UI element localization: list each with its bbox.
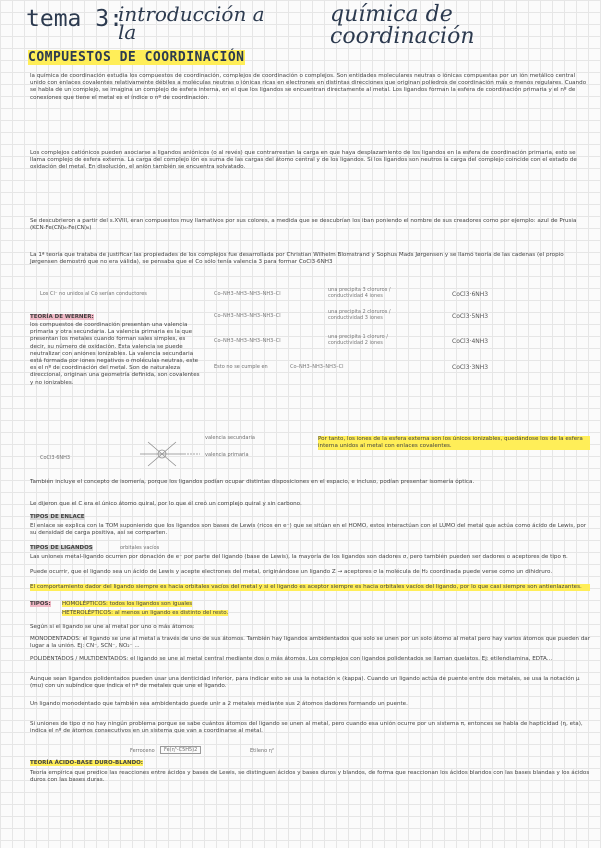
ligands-homo: HOMOLÉPTICOS: todos los ligandos son iguales bbox=[62, 601, 193, 607]
header-title-1: introducción a la bbox=[118, 2, 265, 44]
chain-row-1-note: una precipita 3 cloruros / conductividad 4 iones bbox=[328, 287, 391, 299]
hsab-text: Teoría empírica que predice las reacciones entre ácidos y bases de Lewis, se distinguen ácidos y bases duros y blandos, de forma que reaccionan los ácidos blandos con las bases blandas y los ácidos duros con las bases duras. bbox=[30, 770, 590, 784]
werner-isomer: También incluye el concepto de isomería, porque los ligandos podían ocupar distintas disposiciones en el espacio, e incluso, podían presentar isomería óptica. bbox=[30, 479, 475, 485]
ligands-pi: El comportamiento dador del ligando siempre es hacia orbitales vacíos del metal y si el ligando es aceptor siempre es hacia orbitales vacíos del ligando, por lo que casi siempre son antienlazantes. bbox=[30, 584, 590, 591]
chain-row-1-formula: CoCl3·6NH3 bbox=[452, 291, 489, 298]
werner-title: TEORÍA DE WERNER: bbox=[30, 314, 94, 320]
ligands-sigma: Las uniones metal-ligando ocurren por donación de e⁻ por parte del ligando (base de Lewis), la mayoría de los ligandos son dadores σ, pero también pueden ser dadores o aceptores de tipo π. bbox=[30, 554, 568, 560]
ligands-sigma2: Puede ocurrir, que el ligando sea un ácido de Lewis y acepte electrones del metal, originándose un ligando Z → aceptores σ la molécula de H₂ coordinada puede verse como un dihidruro. bbox=[30, 569, 553, 575]
ligands-bridge: Un ligando monodentado que también sea ambidentado puede unir a 2 metales mediante sus 2 átomos dadores formando un puente. bbox=[30, 701, 408, 707]
ligands-types-title: TIPOS: bbox=[30, 601, 51, 607]
chain-row-4-left: Esto no se cumple en bbox=[214, 364, 268, 370]
ligands-hapto-ex-tail: Etileno η² bbox=[250, 748, 274, 754]
ligands-hapto: Si uniones de tipo σ no hay ningún problema porque se sabe cuántos átomos del ligando se unen al metal, pero cuando esa unión ocurre por un sistema π, entonces se habla de hapticidad (η, eta), indica el nº de átomos consecutivos en un sistema que van a coordinarse al metal. bbox=[30, 721, 583, 735]
werner-note: Por tanto, los iones de la esfera externa son los únicos ionizables, quedándose los de la esfera interna unidos al metal con enlaces covalentes. bbox=[318, 436, 590, 450]
ligands-hapto-ex-formula: Fe(η⁵-C5H5)2 bbox=[160, 746, 201, 754]
bond-text: El enlace se explica con la TOM suponiendo que los ligandos son bases de Lewis (ricos en e⁻) que se sitúan en el HOMO, estos interactúan con el LUMO del metal que actúa como ácido de Lewis, por su densidad de carga positiva, así se comparten. bbox=[30, 523, 587, 537]
ligands-poly: POLIDENTADOS / MULTIDENTADOS: el ligando se une al metal central mediante dos o más átomos. Los complejos con ligandos polidentados se llaman quelatos. Ej: etilendiamina, EDTA... bbox=[30, 656, 553, 662]
paragraph-intro: la química de coordinación estudia los compuestos de coordinación, complejos de coordinación o complejos. Son entidades moleculares neutras o iónicas compuestas por un ión metálico central unido con enlaces covalentes relativamente débiles a moléculas neutras o iónicas ricas en electrones en distintas direcciones que originan poliedros de coordinación más o menos regulares. Cuando se habla de un complejo, se imagina un complejo de esfera interna, en el que los ligandos se encuentran directamente al metal. Los ligandos forman la esfera de coordinación primaria y el nº de conexiones que tiene el metal es el índice o nº de coordinación. bbox=[30, 73, 587, 101]
section-title-compuestos: COMPUESTOS DE COORDINACIÓN bbox=[28, 50, 245, 65]
paragraph-history: Se descubrieron a partir del s.XVIII, eran compuestos muy llamativos por sus colores, a medida que se descubrían los iban poniendo el nombre de sus creadores como por ejemplo: azul de Prusia (KCN·Fe(CN)₆·Fe(CN)₆) bbox=[30, 218, 577, 232]
werner-label-primary: valencia primaria bbox=[205, 452, 249, 458]
ligands-hapto-ex-label: Ferroceno bbox=[130, 748, 155, 754]
chain-row-2-structure: Co–NH3–NH3–NH3–NH3–Cl bbox=[214, 313, 281, 319]
paragraph-first-theory: La 1ª teoría que trataba de justificar las propiedades de los complejos fue desarrollada por Christian Wilhelm Blomstrand y Sophus Mads Jørgensen y se llamó teoría de las cadenas (el propio Jørgensen demostró que no era válida), se pensaba que el Co sólo tenía valencia 3 para formar CoCl3·6NH3 bbox=[30, 252, 564, 266]
chain-row-3-formula: CoCl3·4NH3 bbox=[452, 338, 489, 345]
chain-row-4-formula: CoCl3·3NH3 bbox=[452, 364, 489, 371]
ligands-title: TIPOS DE LIGANDOS bbox=[30, 545, 93, 551]
chain-row-2-note: una precipita 2 cloruros / conductividad 3 iones bbox=[328, 309, 391, 321]
bond-title: TIPOS DE ENLACE bbox=[30, 514, 85, 520]
ligands-union: Según si el ligando se une al metal por uno o más átomos: bbox=[30, 624, 195, 630]
chain-row-4-structure: Co–NH3–NH3–NH3–Cl bbox=[290, 364, 344, 370]
paragraph-cationic: Los complejos catiónicos pueden asociarse a ligandos aniónicos (o al revés) que contrarrestan la carga en que haya desplazamiento de los ligandos en la esfera de coordinación primaria, esto se llama complejo de esfera externa. La carga del complejo ión es suma de las cargas del átomo central y de los ligandos. Si los ligandos son neutros la carga del complejo coincide con el estado de oxidación del metal. En disolución, el anión también se encuentra solvatado. bbox=[30, 150, 577, 171]
werner-chirality: Le dijeron que el C era el único átomo quiral, por lo que él creó un complejo quiral y sin carbono. bbox=[30, 501, 302, 507]
chain-row-3-note: una precipita 1 cloruro / conductividad 2 iones bbox=[328, 334, 388, 346]
ligands-mono: MONODENTADOS: el ligando se une al metal a través de uno de sus átomos. También hay ligandos ambidentados que solo se unen por un solo átomo al metal pero hay varios átomos que pueden dar lugar a la unión. Ej: CN⁻, SCN⁻, NO₂⁻ ... bbox=[30, 636, 591, 650]
ligands-aside: orbitales vacíos bbox=[120, 545, 160, 551]
werner-figure-formula: CoCl3·6NH3 bbox=[40, 455, 71, 461]
hsab-title: TEORÍA ÁCIDO-BASE DURO-BLANDO: bbox=[30, 760, 144, 766]
werner-figure bbox=[100, 432, 290, 476]
chain-row-2-formula: CoCl3·5NH3 bbox=[452, 313, 489, 320]
ligands-kappa: Aunque sean ligandos polidentados pueden usar una denticidad inferior, para indicar esto se usa la notación κ (kappa). Cuando un ligando actúa de puente entre dos metales, se usa la notación μ (mu) con un subíndice que indica el nº de metales que une el ligando. bbox=[30, 676, 580, 690]
chain-row-1-structure: Co–NH3–NH3–NH3–NH3–Cl bbox=[214, 291, 281, 297]
header-title-2: química de coordinación bbox=[330, 2, 475, 49]
header-tema: tema 3: bbox=[26, 6, 123, 32]
werner-text: los compuestos de coordinación presentan una valencia primaria y otra secundaria. La valencia primaria es la que presentan los metales cuando forman sales simples, es decir, su número de oxidación. Esta valencia se puede neutralizar con aniones ionizables. La valencia secundaria está formada por iones negativos o moléculas neutras, este es el nº de coordinación del metal. Son de naturaleza direccional, originan una geometría definida, son covalentes y no ionizables. bbox=[30, 322, 200, 386]
werner-label-secondary: valencia secundaria bbox=[205, 435, 255, 441]
chain-row-3-structure: Co–NH3–NH3–NH3–NH3–Cl bbox=[214, 338, 281, 344]
ligands-hetero: HETEROLÉPTICOS: al menos un ligando es distinto del resto. bbox=[62, 610, 229, 616]
chain-row-1-left: Los Cl⁻ no unidos al Co serían conductores bbox=[40, 291, 147, 297]
